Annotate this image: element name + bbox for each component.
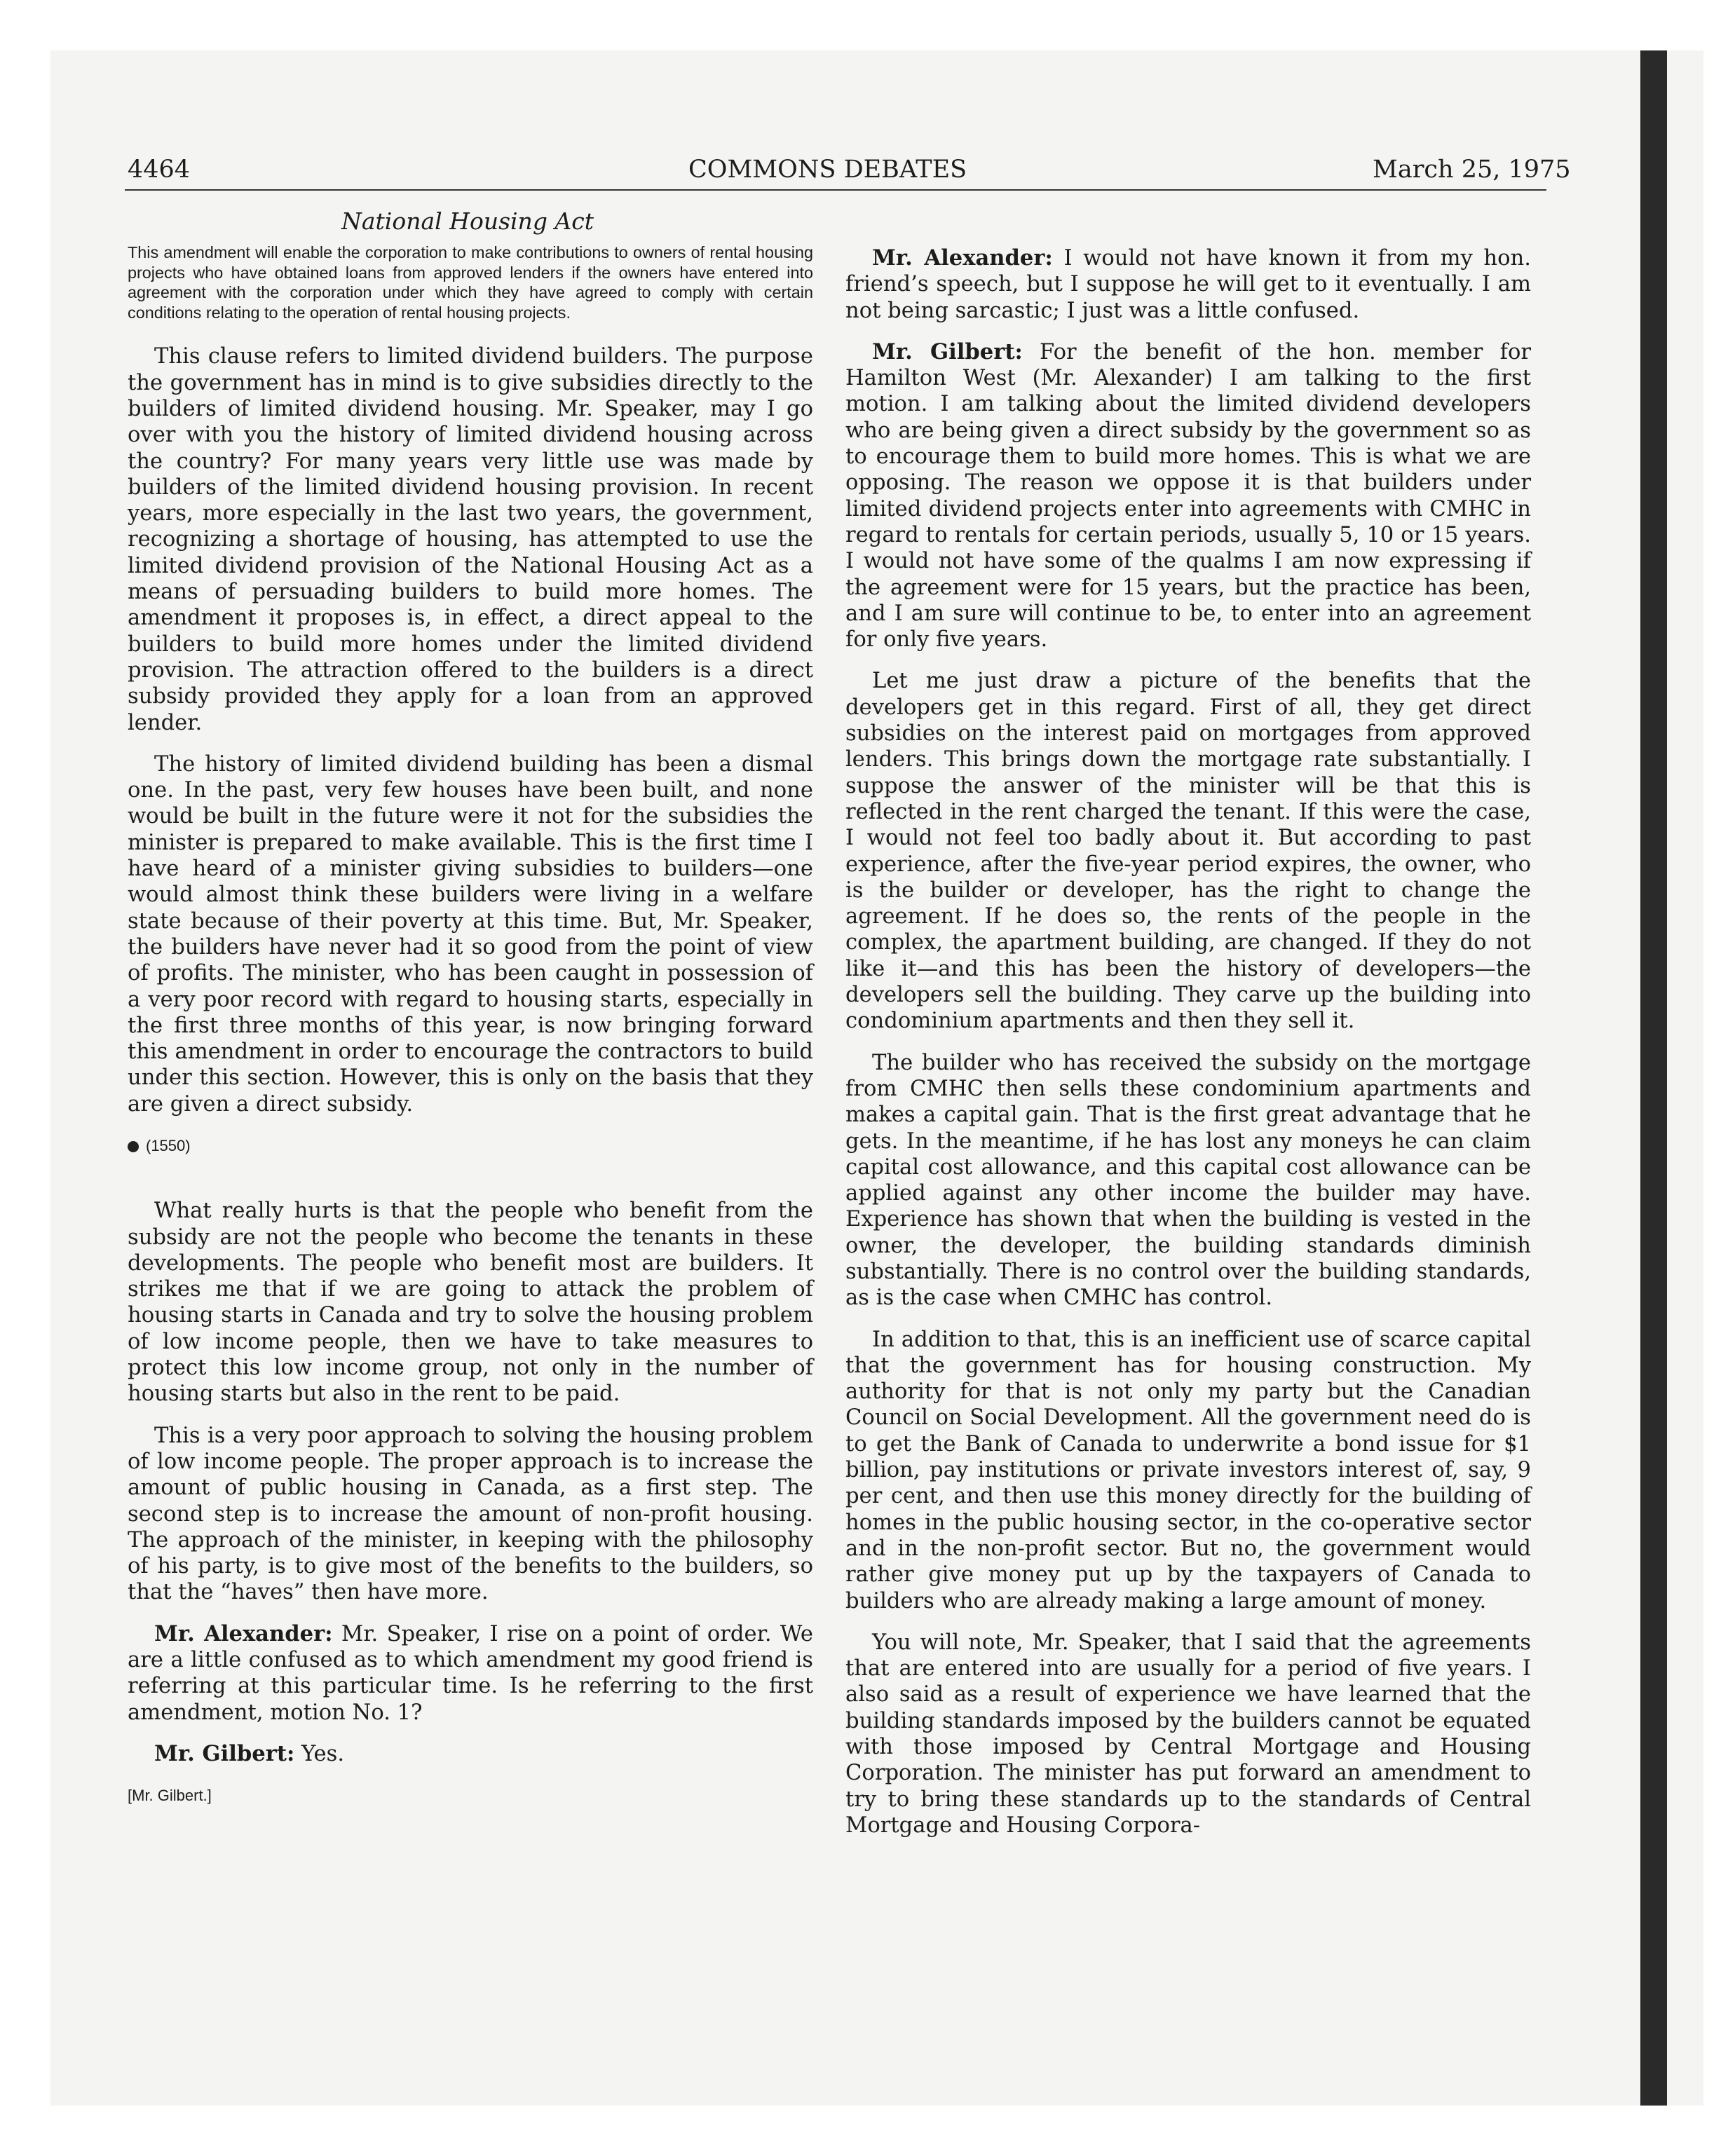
paragraph: The history of limited dividend building has been a dismal one. In the past, very few houses have been built, and none would be built in the future were it not for the subsidies the minister is prepared to make available. This is the first time I have heard of a minister giving subsidies to builders—one would almost think these builders were living in a welfare state because of their poverty at this time. But, Mr. Speaker, the builders have never had it so good from the point of view of profits. The minister, who has been caught in possession of a very poor record with regard to housing starts, especially in the first three months of this year, is now bringing forward this amendment in order to encourage the contractors to build under this section. However, this is only on the basis that they are given a direct subsidy. — [128, 751, 813, 1117]
paragraph: Let me just draw a picture of the benefits that the developers get in this regard. First of all, they get direct subsidies on the interest paid on mortgages from approved lenders. This brings down the mortgage rate substantially. I suppose the answer of the minister will be that this is reflected in the rent charged the tenant. If this were the case, I would not feel too badly about it. But according to past experience, after the five-year period expires, the owner, who is the builder or developer, has the right to change the agreement. If he does so, the rents of the people in the complex, the apartment building, are changed. If they do not like it—and this has been the history of developers—the developers sell the building. They carve up the building into condominium apartments and then they sell it. — [845, 669, 1531, 1034]
left-column — [128, 243, 813, 1809]
bullet-icon — [128, 1141, 139, 1152]
speaker-attribution: [Mr. Gilbert.] — [128, 1787, 212, 1805]
quoted-amendment: This amendment will enable the corporation to make contributions to owners of rental housing projects who have obtained loans from approved lenders if the owners have entered into agreement with the corporation under which they have agreed to comply with certain conditions relating to the operation of rental housing projects. — [128, 243, 813, 322]
speaker-name: Mr. Alexander: — [154, 1621, 333, 1646]
timestamp-marker — [128, 1133, 813, 1159]
publication-title: COMMONS DEBATES — [688, 156, 967, 184]
page-date: March 25, 1975 — [1373, 156, 1571, 184]
paragraph: This clause refers to limited dividend builders. The purpose the government has in mind is to give subsidies directly to the builders of limited dividend housing. Mr. Speaker, may I go over with you the history of limited dividend housing across the country? For many years very little use was made by builders of the limited dividend housing provision. In recent years, more especially in the last two years, the government, recognizing a shortage of housing, has attempted to use the limited dividend provision of the National Housing Act as a means of persuading builders to build more homes. The amendment it proposes is, in effect, a direct appeal to the builders to build more homes under the limited dividend provision. The attraction offered to the builders is a direct subsidy provided they apply for a loan from an approved lender. — [128, 344, 813, 735]
speech-text: I would not have known it from my hon. friend’s speech, but I suppose he will get to it eventually. I am not being sarcastic; I just was a little confused. — [845, 246, 1531, 323]
page-number: 4464 — [128, 156, 191, 184]
timestamp: (1550) — [146, 1136, 191, 1154]
section-title: National Housing Act — [341, 207, 594, 235]
speech-text: Yes. — [294, 1741, 345, 1766]
scan-edge-shadow — [1640, 50, 1667, 2106]
paragraph: In addition to that, this is an inefficient use of scarce capital that the government has for housing construction. My authority for that is not only my party but the Canadian Council on Social Development. All the government need do is to get the Bank of Canada to underwrite a bond issue for $1 billion, pay institutions or private investors interest of, say, 9 per cent, and then use this money directly for the building of homes in the public housing sector, in the co-operative sector and in the non-profit sector. But no, the government would rather give money put up by the taxpayers of Canada to builders who are already making a large amount of money. — [845, 1327, 1531, 1613]
speech-paragraph — [128, 1741, 813, 1767]
speaker-name: Mr. Gilbert: — [154, 1740, 295, 1766]
speech-paragraph — [845, 245, 1531, 324]
speech-paragraph — [128, 1621, 813, 1726]
header-rule — [125, 189, 1546, 191]
paragraph: This is a very poor approach to solving the housing problem of low income people. The proper approach is to increase the amount of public housing in Canada, as a first step. The second step is to increase the amount of non-profit housing. The approach of the minister, in keeping with the philosophy of his party, is to give most of the benefits to the builders, so that the “haves” then have more. — [128, 1423, 813, 1605]
speech-text: Mr. Speaker, I rise on a point of order. We are a little confused as to which amendment my good friend is referring at this particular time. Is he referring to the first amendment, motion No. 1? — [128, 1621, 813, 1725]
right-column — [845, 245, 1531, 1854]
speaker-name: Mr. Gilbert: — [872, 339, 1023, 364]
speaker-name: Mr. Alexander: — [872, 245, 1053, 271]
speech-paragraph — [845, 339, 1531, 653]
paragraph: The builder who has received the subsidy on the mortgage from CMHC then sells these condominium apartments and makes a capital gain. That is the first great advantage that he gets. In the meantime, if he has lost any moneys he can claim capital cost allowance, and this capital cost allowance can be applied against any other income the builder may have. Experience has shown that when the building is vested in the owner, the developer, the building standards diminish substantially. There is no control over the building standards, as is the case when CMHC has control. — [845, 1050, 1531, 1311]
paragraph: What really hurts is that the people who benefit from the subsidy are not the people who become the tenants in these developments. The people who benefit most are builders. It strikes me that if we are going to attack the problem of housing starts in Canada and try to solve the housing problem of low income people, then we have to take measures to protect this low income group, not only in the number of housing starts but also in the rent to be paid. — [128, 1199, 813, 1407]
paragraph: You will note, Mr. Speaker, that I said that the agreements that are entered into are usually for a period of five years. I also said as a result of experience we have learned that the building standards imposed by the builders cannot be equated with those imposed by Central Mortgage and Housing Corporation. The minister has put forward an amendment to try to bring these standards up to the standards of Central Mortgage and Housing Corpora- — [845, 1630, 1531, 1838]
speech-text: For the benefit of the hon. member for Hamilton West (Mr. Alexander) I am talking to the first motion. I am talking about the limited dividend developers who are being given a direct subsidy by the government so as to encourage them to build more homes. This is what we are opposing. The reason we oppose it is that builders under limited dividend projects enter into agreements with CMHC in regard to rentals for certain periods, usually 5, 10 or 15 years. I would not have some of the qualms I am now expressing if the agreement were for 15 years, but the practice has been, and I am sure will continue to be, to enter into an agreement for only five years. — [845, 339, 1532, 653]
